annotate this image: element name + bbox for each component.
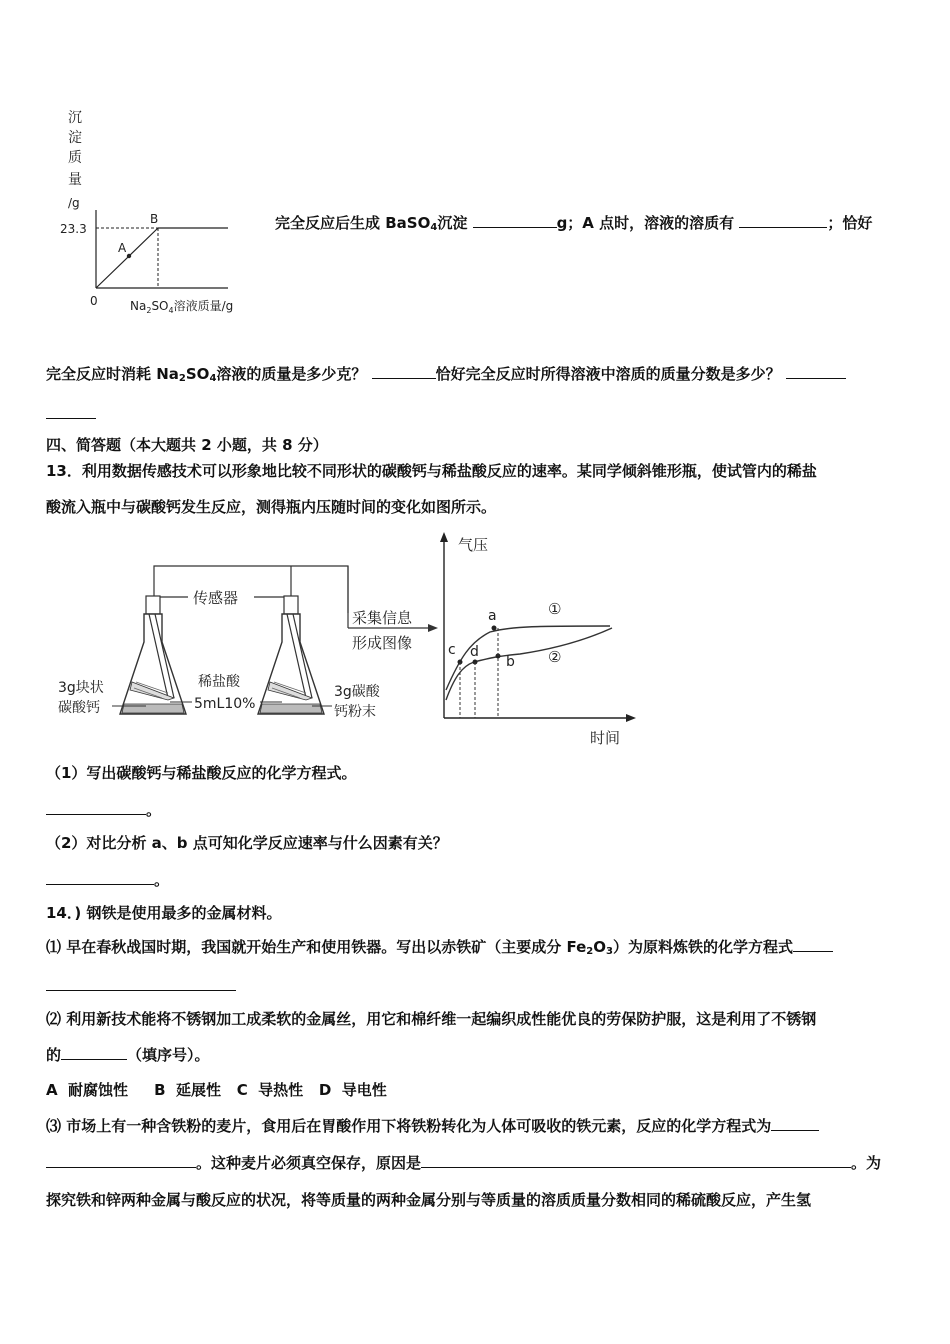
curve-1-label: ①: [548, 600, 562, 618]
q13-sub2: （2）对比分析 a、b 点可知化学反应速率与什么因素有关？: [46, 834, 448, 852]
section-title: 四、简答题（本大题共 2 小题，共 8 分）: [46, 436, 328, 454]
left-flask-label-1: 3g块状: [58, 680, 104, 696]
point-b-label: B: [150, 212, 159, 226]
q13-sub1: （1）写出碳酸钙与稀盐酸反应的化学方程式。: [46, 764, 357, 782]
sensor-label: 传感器: [193, 589, 239, 607]
answer-blank[interactable]: [61, 1045, 127, 1060]
q13-stem-line1: 13．利用数据传感技术可以形象地比较不同形状的碳酸钙与稀盐酸反应的速率。某同学倾斜锥形瓶，使试管内的稀盐: [46, 462, 817, 480]
x-axis-label: $Na_2SO_4$溶液质量/g: [130, 299, 234, 315]
answer-blank[interactable]: [793, 937, 833, 952]
left-flask-label-2: 碳酸钙: [58, 700, 100, 716]
answer-blank[interactable]: [771, 1116, 819, 1131]
y-axis-label-char: 沉: [68, 110, 82, 126]
answer-blank[interactable]: [786, 364, 846, 379]
origin-label: 0: [90, 294, 98, 308]
precipitate-graph: [50, 100, 340, 320]
answer-blank[interactable]: [46, 870, 154, 885]
q14-part2-answer: 的 （填序号）。: [46, 1046, 210, 1064]
right-flask-label-1: 3g碳酸: [334, 684, 380, 700]
graph-x-label: 时间: [590, 729, 621, 747]
y-axis-label-char: 淀: [68, 130, 82, 146]
point-b-label: b: [506, 654, 515, 670]
answer-blank[interactable]: [739, 213, 827, 228]
q12-line1: 完全反应后生成 BaSO$_4$沉淀 g；A 点时，溶液的溶质有 ；恰好: [275, 214, 873, 233]
answer-blank[interactable]: [46, 800, 146, 815]
y-axis-label-char: 量: [68, 172, 82, 188]
q14-part3-line2: 。这种麦片必须真空保存，原因是 。为: [46, 1153, 881, 1173]
curve-2-label: ②: [548, 648, 562, 666]
right-flask-label-2: 钙粉末: [334, 704, 376, 720]
y-axis-label-char: 质: [68, 150, 82, 166]
left-flask: [120, 596, 186, 714]
point-a-label: A: [118, 241, 127, 255]
point-c-label: c: [448, 642, 456, 658]
answer-blank-continued[interactable]: [46, 976, 236, 991]
rising-line: [96, 228, 158, 288]
y-axis-unit: /g: [68, 196, 80, 210]
point-d-label: d: [470, 644, 479, 660]
answer-blank[interactable]: [46, 1153, 196, 1168]
q13-answer-line-1: 。: [46, 800, 161, 820]
answer-blank[interactable]: [372, 364, 436, 379]
q12-line2: 完全反应时消耗 $Na_2SO_4$溶液的质量是多少克？ 恰好完全反应时所得溶液中溶质的质量分数是多少？: [46, 364, 846, 389]
right-flask: [258, 596, 324, 714]
q13-stem-line2: 酸流入瓶中与碳酸钙发生反应，测得瓶内压随时间的变化如图所示。: [46, 498, 497, 516]
collect-label-2: 形成图像: [352, 634, 413, 652]
point-a-marker: [492, 626, 497, 631]
q14-part3-line3: 探究铁和锌两种金属与酸反应的状况，将等质量的两种金属分别与等质量的溶质质量分数相同的稀硫酸反应，产生氢: [46, 1191, 812, 1209]
collect-label-1: 采集信息: [352, 609, 413, 627]
answer-blank[interactable]: [473, 213, 557, 228]
pressure-experiment-figure: [50, 530, 650, 760]
q14-part2: ⑵ 利用新技术能将不锈钢加工成柔软的金属丝，用它和棉纤维一起编织成性能优良的劳保防护服，这是利用了不锈钢: [46, 1010, 817, 1028]
answer-blank-continued[interactable]: [46, 404, 96, 419]
q14-part3: ⑶ 市场上有一种含铁粉的麦片，食用后在胃酸作用下将铁粉转化为人体可吸收的铁元素，反应的化学方程式为: [46, 1116, 819, 1136]
q14-options: A 耐腐蚀性 B 延展性 C 导热性 D 导电性: [46, 1081, 387, 1099]
acid-label-1: 稀盐酸: [198, 674, 240, 690]
y-value-label: 23.3: [60, 222, 87, 236]
q14-part1: ⑴ 早在春秋战国时期，我国就开始生产和使用铁器。写出以赤铁矿（主要成分 $Fe_2O_3$）为原料炼铁的化学方程式: [46, 937, 833, 962]
point-a-label: a: [488, 608, 497, 624]
acid-label-2: 5mL10%: [194, 696, 256, 712]
curve-2: [446, 628, 612, 700]
q13-answer-line-2: 。: [46, 870, 169, 890]
point-a-marker: [127, 254, 131, 258]
q14-stem: 14．) 钢铁是使用最多的金属材料。: [46, 904, 282, 922]
answer-blank[interactable]: [421, 1153, 851, 1168]
graph-y-label: 气压: [458, 536, 489, 554]
